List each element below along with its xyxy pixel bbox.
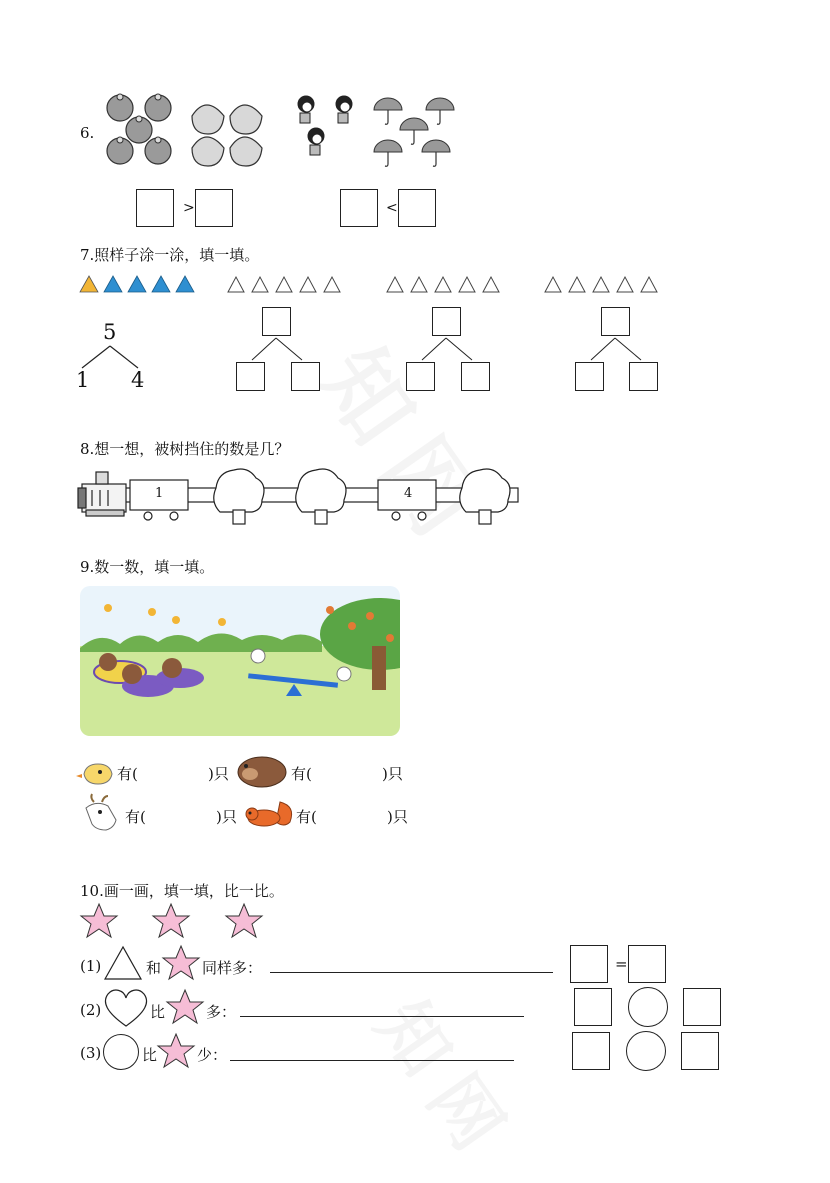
q6-answer-box-1[interactable] xyxy=(136,189,174,227)
part2-box-right[interactable] xyxy=(683,988,721,1026)
chick-count-end: )只 xyxy=(208,765,229,783)
squirrel-count-label: 有( xyxy=(296,808,317,826)
tree2-branches xyxy=(418,336,478,362)
triangle-shape xyxy=(103,945,143,981)
part1-text: 同样多： xyxy=(202,959,263,977)
watermark xyxy=(294,318,527,573)
part1-star xyxy=(162,944,202,982)
empty-triangles-group-2[interactable] xyxy=(387,276,507,294)
apples-illustration xyxy=(100,88,180,170)
part2-answer-line[interactable] xyxy=(240,1016,524,1017)
chick-count-label: 有( xyxy=(117,765,138,783)
umbrellas-illustration xyxy=(372,94,462,168)
part2-text: 多： xyxy=(206,1003,237,1021)
tree1-right-box[interactable] xyxy=(291,362,320,391)
q6-number: 6. xyxy=(80,124,95,142)
squirrel-icon xyxy=(244,798,296,830)
part3-star xyxy=(157,1032,197,1070)
part3-box-left[interactable] xyxy=(572,1032,610,1070)
bear-count-label: 有( xyxy=(291,765,312,783)
q6-answer-box-4[interactable] xyxy=(398,189,436,227)
part3-answer-line[interactable] xyxy=(230,1060,514,1061)
q6-answer-box-2[interactable] xyxy=(195,189,233,227)
empty-triangles-group-1[interactable] xyxy=(228,276,348,294)
goat-count-end: )只 xyxy=(216,808,237,826)
sample-triangles xyxy=(80,276,200,294)
sample-tree-top: 5 xyxy=(103,320,117,344)
part3-text: 少： xyxy=(197,1046,228,1064)
tree3-right-box[interactable] xyxy=(629,362,658,391)
goat-count-label: 有( xyxy=(125,808,146,826)
tree3-left-box[interactable] xyxy=(575,362,604,391)
sample-tree-right: 4 xyxy=(131,368,145,392)
part1-number: (1) xyxy=(80,957,102,975)
park-scene-illustration xyxy=(80,586,400,736)
sample-tree-branches xyxy=(78,344,148,370)
tree3-branches xyxy=(587,336,647,362)
tree2-top-box[interactable] xyxy=(432,307,461,336)
three-stars xyxy=(80,902,270,942)
bear-icon xyxy=(236,756,288,788)
q6-less-sign: < xyxy=(386,200,398,216)
part3-box-right[interactable] xyxy=(681,1032,719,1070)
part1-and: 和 xyxy=(146,959,162,977)
part2-star xyxy=(166,988,206,1026)
part2-box-left[interactable] xyxy=(574,988,612,1026)
squirrel-count-end: )只 xyxy=(387,808,408,826)
q9-title: 9.数一数，填一填。 xyxy=(80,558,215,576)
train-car-number-4: 4 xyxy=(404,486,413,501)
q7-title: 7.照样子涂一涂，填一填。 xyxy=(80,246,260,264)
part2-circle[interactable] xyxy=(628,987,668,1027)
q10-title: 10.画一画，填一填，比一比。 xyxy=(80,882,284,900)
tree1-top-box[interactable] xyxy=(262,307,291,336)
part2-number: (2) xyxy=(80,1001,102,1019)
part1-answer-line[interactable] xyxy=(270,972,553,973)
bear-count-end: )只 xyxy=(382,765,403,783)
part3-compare: 比 xyxy=(142,1046,158,1064)
tree1-branches xyxy=(248,336,308,362)
tree1-left-box[interactable] xyxy=(236,362,265,391)
part3-circle[interactable] xyxy=(626,1031,666,1071)
circle-shape xyxy=(103,1034,139,1070)
chick-icon xyxy=(80,760,114,786)
peaches-illustration xyxy=(188,94,268,166)
train-illustration xyxy=(78,466,523,526)
q6-greater-sign: > xyxy=(183,200,195,216)
train-car-number-1: 1 xyxy=(155,486,164,501)
children-illustration xyxy=(292,94,362,166)
empty-triangles-group-3[interactable] xyxy=(545,276,665,294)
watermark-bottom xyxy=(357,978,543,1183)
tree2-left-box[interactable] xyxy=(406,362,435,391)
part1-box-right[interactable] xyxy=(628,945,666,983)
heart-shape xyxy=(102,988,150,1028)
part1-equals: = xyxy=(615,955,628,973)
q6-answer-box-3[interactable] xyxy=(340,189,378,227)
part2-compare: 比 xyxy=(150,1003,166,1021)
q8-title: 8.想一想，被树挡住的数是几？ xyxy=(80,440,290,458)
sample-tree-left: 1 xyxy=(76,368,90,392)
goat-icon xyxy=(80,798,122,832)
part3-number: (3) xyxy=(80,1044,102,1062)
tree2-right-box[interactable] xyxy=(461,362,490,391)
tree3-top-box[interactable] xyxy=(601,307,630,336)
part1-box-left[interactable] xyxy=(570,945,608,983)
